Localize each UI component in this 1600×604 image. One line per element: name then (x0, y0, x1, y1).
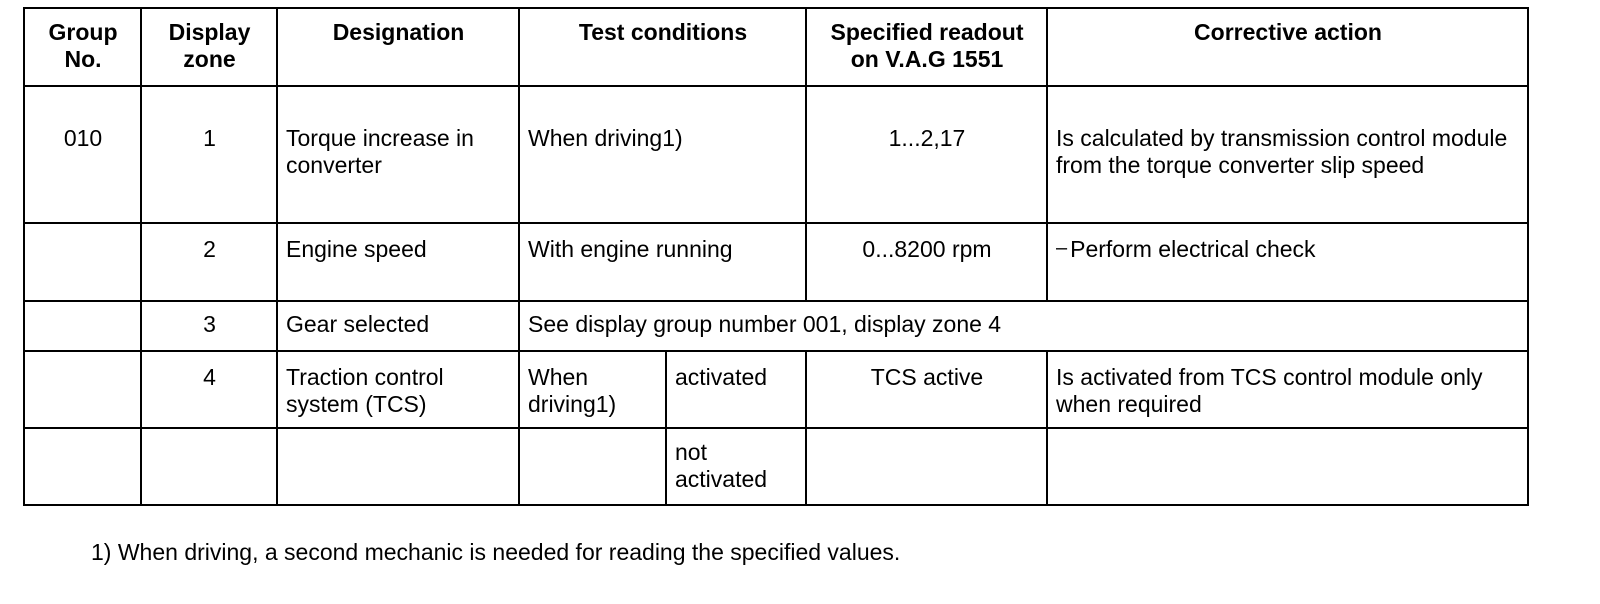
cell-group-no: 010 (24, 86, 141, 223)
header-designation: Designation (277, 8, 519, 86)
header-group-no: Group No. (24, 8, 141, 86)
cell-corrective-action (1047, 223, 1528, 301)
measured-values-table (23, 7, 1529, 506)
cell-designation: Gear selected (277, 301, 519, 351)
table-row (24, 351, 1528, 428)
dash-bullet: – (1056, 237, 1068, 259)
cell-display-zone: 2 (141, 223, 277, 301)
cell-designation: Torque increase in converter (277, 86, 519, 223)
header-specified-readout: Specified readout on V.A.G 1551 (806, 8, 1047, 86)
cell-test-condition-b: not activated (666, 428, 806, 505)
table-row (24, 86, 1528, 223)
table-row (24, 428, 1528, 505)
cell-corrective-action: Is activated from TCS control module only when required (1047, 351, 1528, 428)
corrective-action-text: Perform electrical check (1070, 236, 1316, 262)
cell-display-zone (141, 428, 277, 505)
cell-test-conditions: With engine running (519, 223, 806, 301)
table-header-row (24, 8, 1528, 86)
cell-specified-readout (806, 428, 1047, 505)
cell-corrective-action: Is calculated by transmission control module from the torque converter slip speed (1047, 86, 1528, 223)
cell-group-no (24, 223, 141, 301)
cell-test-condition-b: activated (666, 351, 806, 428)
cell-group-no (24, 301, 141, 351)
cell-test-conditions: When driving1) (519, 86, 806, 223)
cell-corrective-action (1047, 428, 1528, 505)
cell-designation: Traction control system (TCS) (277, 351, 519, 428)
cell-specified-readout: 1...2,17 (806, 86, 1047, 223)
table-row (24, 223, 1528, 301)
cell-designation: Engine speed (277, 223, 519, 301)
cell-test-condition-a: When driving1) (519, 351, 666, 428)
header-corrective-action: Corrective action (1047, 8, 1528, 86)
cell-display-zone: 1 (141, 86, 277, 223)
table-row (24, 301, 1528, 351)
cell-merged-note: See display group number 001, display zone 4 (519, 301, 1528, 351)
cell-display-zone: 4 (141, 351, 277, 428)
cell-specified-readout: 0...8200 rpm (806, 223, 1047, 301)
cell-group-no (24, 351, 141, 428)
header-display-zone: Display zone (141, 8, 277, 86)
header-test-conditions: Test conditions (519, 8, 806, 86)
cell-display-zone: 3 (141, 301, 277, 351)
cell-test-condition-a (519, 428, 666, 505)
footnote: 1) When driving, a second mechanic is needed for reading the specified values. (91, 539, 901, 565)
cell-designation (277, 428, 519, 505)
cell-specified-readout: TCS active (806, 351, 1047, 428)
cell-group-no (24, 428, 141, 505)
